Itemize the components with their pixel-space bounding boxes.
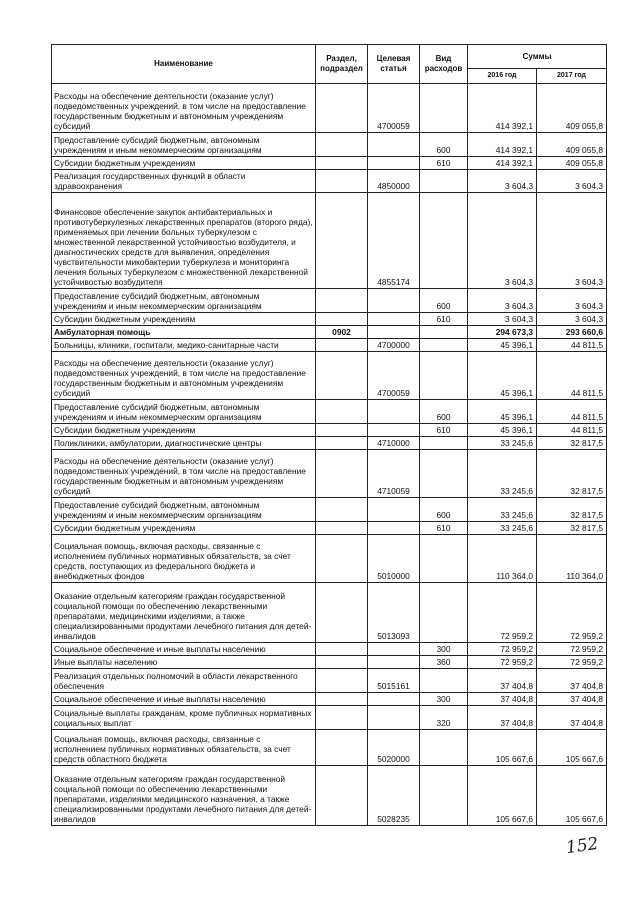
cell-sum-2017: 3 604,3: [537, 193, 607, 289]
cell-sum-2017: 44 811,5: [537, 352, 607, 400]
cell-kind: 300: [420, 643, 468, 656]
table-row: [52, 693, 607, 706]
cell-kind: 600: [420, 498, 468, 522]
cell-name: Субсидии бюджетным учреждениям: [52, 157, 316, 170]
cell-target: [368, 706, 420, 730]
cell-sum-2016: 33 245,6: [468, 522, 537, 535]
cell-kind: 600: [420, 400, 468, 424]
table-row: [52, 706, 607, 730]
cell-section: [316, 583, 368, 643]
cell-section: [316, 352, 368, 400]
cell-sum-2017: 110 364,0: [537, 535, 607, 583]
cell-name: Предоставление субсидий бюджетным, автономным учреждениям и иным некоммерческим организациям: [52, 400, 316, 424]
cell-target: 4700059: [368, 352, 420, 400]
header-name: Наименование: [52, 45, 316, 84]
cell-sum-2016: 33 245,6: [468, 437, 537, 450]
cell-sum-2017: 37 404,8: [537, 693, 607, 706]
cell-kind: [420, 730, 468, 766]
cell-sum-2017: 44 811,5: [537, 424, 607, 437]
cell-section: [316, 643, 368, 656]
table-row: [52, 535, 607, 583]
cell-section: [316, 498, 368, 522]
cell-name: Субсидии бюджетным учреждениям: [52, 313, 316, 326]
cell-sum-2016: 37 404,8: [468, 669, 537, 693]
cell-section: [316, 669, 368, 693]
cell-target: [368, 643, 420, 656]
table-row: [52, 498, 607, 522]
cell-kind: [420, 766, 468, 826]
header-kind: Вид расходов: [420, 45, 468, 84]
table-row: [52, 352, 607, 400]
cell-target: [368, 498, 420, 522]
cell-section: [316, 766, 368, 826]
cell-section: [316, 133, 368, 157]
table-row: [52, 400, 607, 424]
cell-sum-2017: 409 055,8: [537, 157, 607, 170]
cell-sum-2016: 45 396,1: [468, 400, 537, 424]
cell-section: [316, 339, 368, 352]
cell-kind: [420, 450, 468, 498]
cell-kind: [420, 84, 468, 133]
cell-name: Больницы, клиники, госпитали, медико-санитарные части: [52, 339, 316, 352]
header-year-2017: 2017 год: [537, 69, 607, 84]
cell-sum-2017: 409 055,8: [537, 84, 607, 133]
cell-kind: 320: [420, 706, 468, 730]
cell-section: 0902: [316, 326, 368, 339]
table-row: [52, 170, 607, 193]
cell-sum-2016: 105 667,6: [468, 730, 537, 766]
header-target: Целевая статья: [368, 45, 420, 84]
cell-section: [316, 157, 368, 170]
cell-sum-2017: 44 811,5: [537, 400, 607, 424]
cell-sum-2016: 414 392,1: [468, 133, 537, 157]
header-year-2016: 2016 год: [468, 69, 537, 84]
cell-kind: [420, 437, 468, 450]
cell-target: 4700059: [368, 84, 420, 133]
cell-target: [368, 656, 420, 669]
table-row: [52, 326, 607, 339]
cell-sum-2017: 72 959,2: [537, 643, 607, 656]
cell-sum-2016: 72 959,2: [468, 643, 537, 656]
cell-target: 5013093: [368, 583, 420, 643]
cell-sum-2016: 37 404,8: [468, 693, 537, 706]
cell-sum-2017: 105 667,6: [537, 730, 607, 766]
cell-section: [316, 450, 368, 498]
table-row: [52, 133, 607, 157]
cell-sum-2016: 45 396,1: [468, 339, 537, 352]
cell-sum-2016: 414 392,1: [468, 84, 537, 133]
cell-name: Иные выплаты населению: [52, 656, 316, 669]
cell-sum-2016: 33 245,6: [468, 498, 537, 522]
cell-name: Субсидии бюджетным учреждениям: [52, 522, 316, 535]
cell-target: 5015161: [368, 669, 420, 693]
cell-section: [316, 730, 368, 766]
cell-target: 5020000: [368, 730, 420, 766]
cell-kind: [420, 170, 468, 193]
cell-sum-2017: 409 055,8: [537, 133, 607, 157]
cell-sum-2017: 3 604,3: [537, 170, 607, 193]
cell-kind: 600: [420, 133, 468, 157]
cell-section: [316, 693, 368, 706]
cell-section: [316, 535, 368, 583]
cell-name: Субсидии бюджетным учреждениям: [52, 424, 316, 437]
cell-section: [316, 400, 368, 424]
cell-target: 4710059: [368, 450, 420, 498]
cell-kind: [420, 669, 468, 693]
table-row: [52, 339, 607, 352]
cell-sum-2016: 72 959,2: [468, 583, 537, 643]
cell-name: Социальное обеспечение и иные выплаты населению: [52, 643, 316, 656]
cell-kind: [420, 326, 468, 339]
cell-target: 4700000: [368, 339, 420, 352]
cell-name: Финансовое обеспечение закупок антибактериальных и противотуберкулезных лекарственных препаратов (второго ряда), применяемых при лечении больных туберкулезом с множественной лекарственной устойчивостью возбудителя, и диагностических средств для выявления, определения чувствительности микобактерии туберкулеза и мониторинга лечения больных туберкулезом с множественной лекарственной устойчивостью возбудителя: [52, 193, 316, 289]
cell-target: [368, 326, 420, 339]
header-sums: Суммы: [468, 45, 607, 69]
table-row: [52, 157, 607, 170]
cell-target: [368, 693, 420, 706]
cell-section: [316, 522, 368, 535]
cell-sum-2017: 72 959,2: [537, 656, 607, 669]
cell-sum-2016: 72 959,2: [468, 656, 537, 669]
cell-kind: [420, 583, 468, 643]
cell-kind: 610: [420, 424, 468, 437]
cell-target: [368, 289, 420, 313]
cell-sum-2017: 37 404,8: [537, 706, 607, 730]
cell-sum-2016: 105 667,6: [468, 766, 537, 826]
table-row: [52, 84, 607, 133]
table-row: [52, 193, 607, 289]
table-row: [52, 643, 607, 656]
cell-kind: 600: [420, 289, 468, 313]
table-row: [52, 450, 607, 498]
cell-sum-2016: 294 673,3: [468, 326, 537, 339]
cell-sum-2016: 45 396,1: [468, 424, 537, 437]
cell-sum-2016: 414 392,1: [468, 157, 537, 170]
cell-name: Предоставление субсидий бюджетным, автономным учреждениям и иным некоммерческим организациям: [52, 498, 316, 522]
cell-sum-2016: 3 604,3: [468, 313, 537, 326]
cell-kind: 610: [420, 157, 468, 170]
cell-section: [316, 656, 368, 669]
table-row: [52, 522, 607, 535]
budget-table-page: [51, 44, 606, 826]
cell-target: [368, 133, 420, 157]
cell-sum-2016: 33 245,6: [468, 450, 537, 498]
cell-target: [368, 424, 420, 437]
table-row: [52, 583, 607, 643]
table-row: [52, 766, 607, 826]
cell-sum-2016: 110 364,0: [468, 535, 537, 583]
cell-name: Предоставление субсидий бюджетным, автономным учреждениям и иным некоммерческим организациям: [52, 289, 316, 313]
cell-sum-2017: 32 817,5: [537, 450, 607, 498]
cell-kind: 360: [420, 656, 468, 669]
cell-sum-2016: 3 604,3: [468, 193, 537, 289]
cell-sum-2017: 32 817,5: [537, 498, 607, 522]
cell-kind: [420, 339, 468, 352]
cell-section: [316, 170, 368, 193]
cell-sum-2017: 32 817,5: [537, 437, 607, 450]
cell-name: Оказание отдельным категориям граждан государственной социальной помощи по обеспечению лекарственными препаратами, изделиями медицинского назначения, а также специализированными продуктами лечебного питания для детей-инвалидов: [52, 766, 316, 826]
cell-section: [316, 706, 368, 730]
table-body: [52, 84, 607, 826]
cell-kind: 300: [420, 693, 468, 706]
cell-kind: 610: [420, 522, 468, 535]
cell-kind: 610: [420, 313, 468, 326]
cell-name: Социальное обеспечение и иные выплаты населению: [52, 693, 316, 706]
table-row: [52, 669, 607, 693]
table-row: [52, 437, 607, 450]
cell-target: [368, 313, 420, 326]
cell-target: 5028235: [368, 766, 420, 826]
cell-target: 4855174: [368, 193, 420, 289]
cell-name: Социальные выплаты гражданам, кроме публичных нормативных социальных выплат: [52, 706, 316, 730]
cell-sum-2017: 37 404,8: [537, 669, 607, 693]
cell-section: [316, 437, 368, 450]
cell-name: Социальная помощь, включая расходы, связанные с исполнением публичных нормативных обязательств, за счет средств, поступающих из федерального бюджета и внебюджетных фондов: [52, 535, 316, 583]
table-row: [52, 730, 607, 766]
cell-name: Расходы на обеспечение деятельности (оказание услуг) подведомственных учреждений, в том числе на предоставление государственным бюджетным и автономным учреждениям субсидий: [52, 352, 316, 400]
cell-name: Предоставление субсидий бюджетным, автономным учреждениям и иным некоммерческим организациям: [52, 133, 316, 157]
table-row: [52, 313, 607, 326]
cell-section: [316, 193, 368, 289]
cell-name: Поликлиники, амбулатории, диагностические центры: [52, 437, 316, 450]
table-row: [52, 424, 607, 437]
cell-target: 5010000: [368, 535, 420, 583]
cell-sum-2017: 3 604,3: [537, 313, 607, 326]
cell-sum-2017: 3 604,3: [537, 289, 607, 313]
cell-name: Оказание отдельным категориям граждан государственной социальной помощи по обеспечению лекарственными препаратами, медицинскими изделиями, а также специализированными продуктами лечебного питания для детей-инвалидов: [52, 583, 316, 643]
cell-section: [316, 424, 368, 437]
cell-sum-2017: 32 817,5: [537, 522, 607, 535]
cell-sum-2017: 44 811,5: [537, 339, 607, 352]
cell-name: Амбулаторная помощь: [52, 326, 316, 339]
cell-target: [368, 522, 420, 535]
cell-section: [316, 289, 368, 313]
cell-sum-2017: 293 660,6: [537, 326, 607, 339]
cell-sum-2016: 45 396,1: [468, 352, 537, 400]
header-section: Раздел, подраздел: [316, 45, 368, 84]
handwritten-page-number: 152: [564, 833, 600, 859]
cell-sum-2016: 3 604,3: [468, 170, 537, 193]
cell-target: [368, 157, 420, 170]
cell-name: Реализация отдельных полномочий в области лекарственного обеспечения: [52, 669, 316, 693]
table-row: [52, 656, 607, 669]
cell-section: [316, 313, 368, 326]
cell-name: Социальная помощь, включая расходы, связанные с исполнением публичных нормативных обязательств, за счет средств областного бюджета: [52, 730, 316, 766]
cell-sum-2016: 3 604,3: [468, 289, 537, 313]
cell-target: 4850000: [368, 170, 420, 193]
budget-table: [51, 44, 607, 826]
cell-section: [316, 84, 368, 133]
table-header-row: [52, 45, 607, 69]
cell-sum-2017: 72 959,2: [537, 583, 607, 643]
cell-name: Расходы на обеспечение деятельности (оказание услуг) подведомственных учреждений, в том числе на предоставление государственным бюджетным и автономным учреждениям субсидий: [52, 450, 316, 498]
cell-kind: [420, 535, 468, 583]
cell-name: Расходы на обеспечение деятельности (оказание услуг) подведомственных учреждений, в том числе на предоставление государственным бюджетным и автономным учреждениям субсидий: [52, 84, 316, 133]
cell-kind: [420, 352, 468, 400]
table-row: [52, 289, 607, 313]
cell-sum-2016: 37 404,8: [468, 706, 537, 730]
cell-target: 4710000: [368, 437, 420, 450]
cell-name: Реализация государственных функций в области здравоохранения: [52, 170, 316, 193]
cell-kind: [420, 193, 468, 289]
cell-target: [368, 400, 420, 424]
cell-sum-2017: 105 667,6: [537, 766, 607, 826]
